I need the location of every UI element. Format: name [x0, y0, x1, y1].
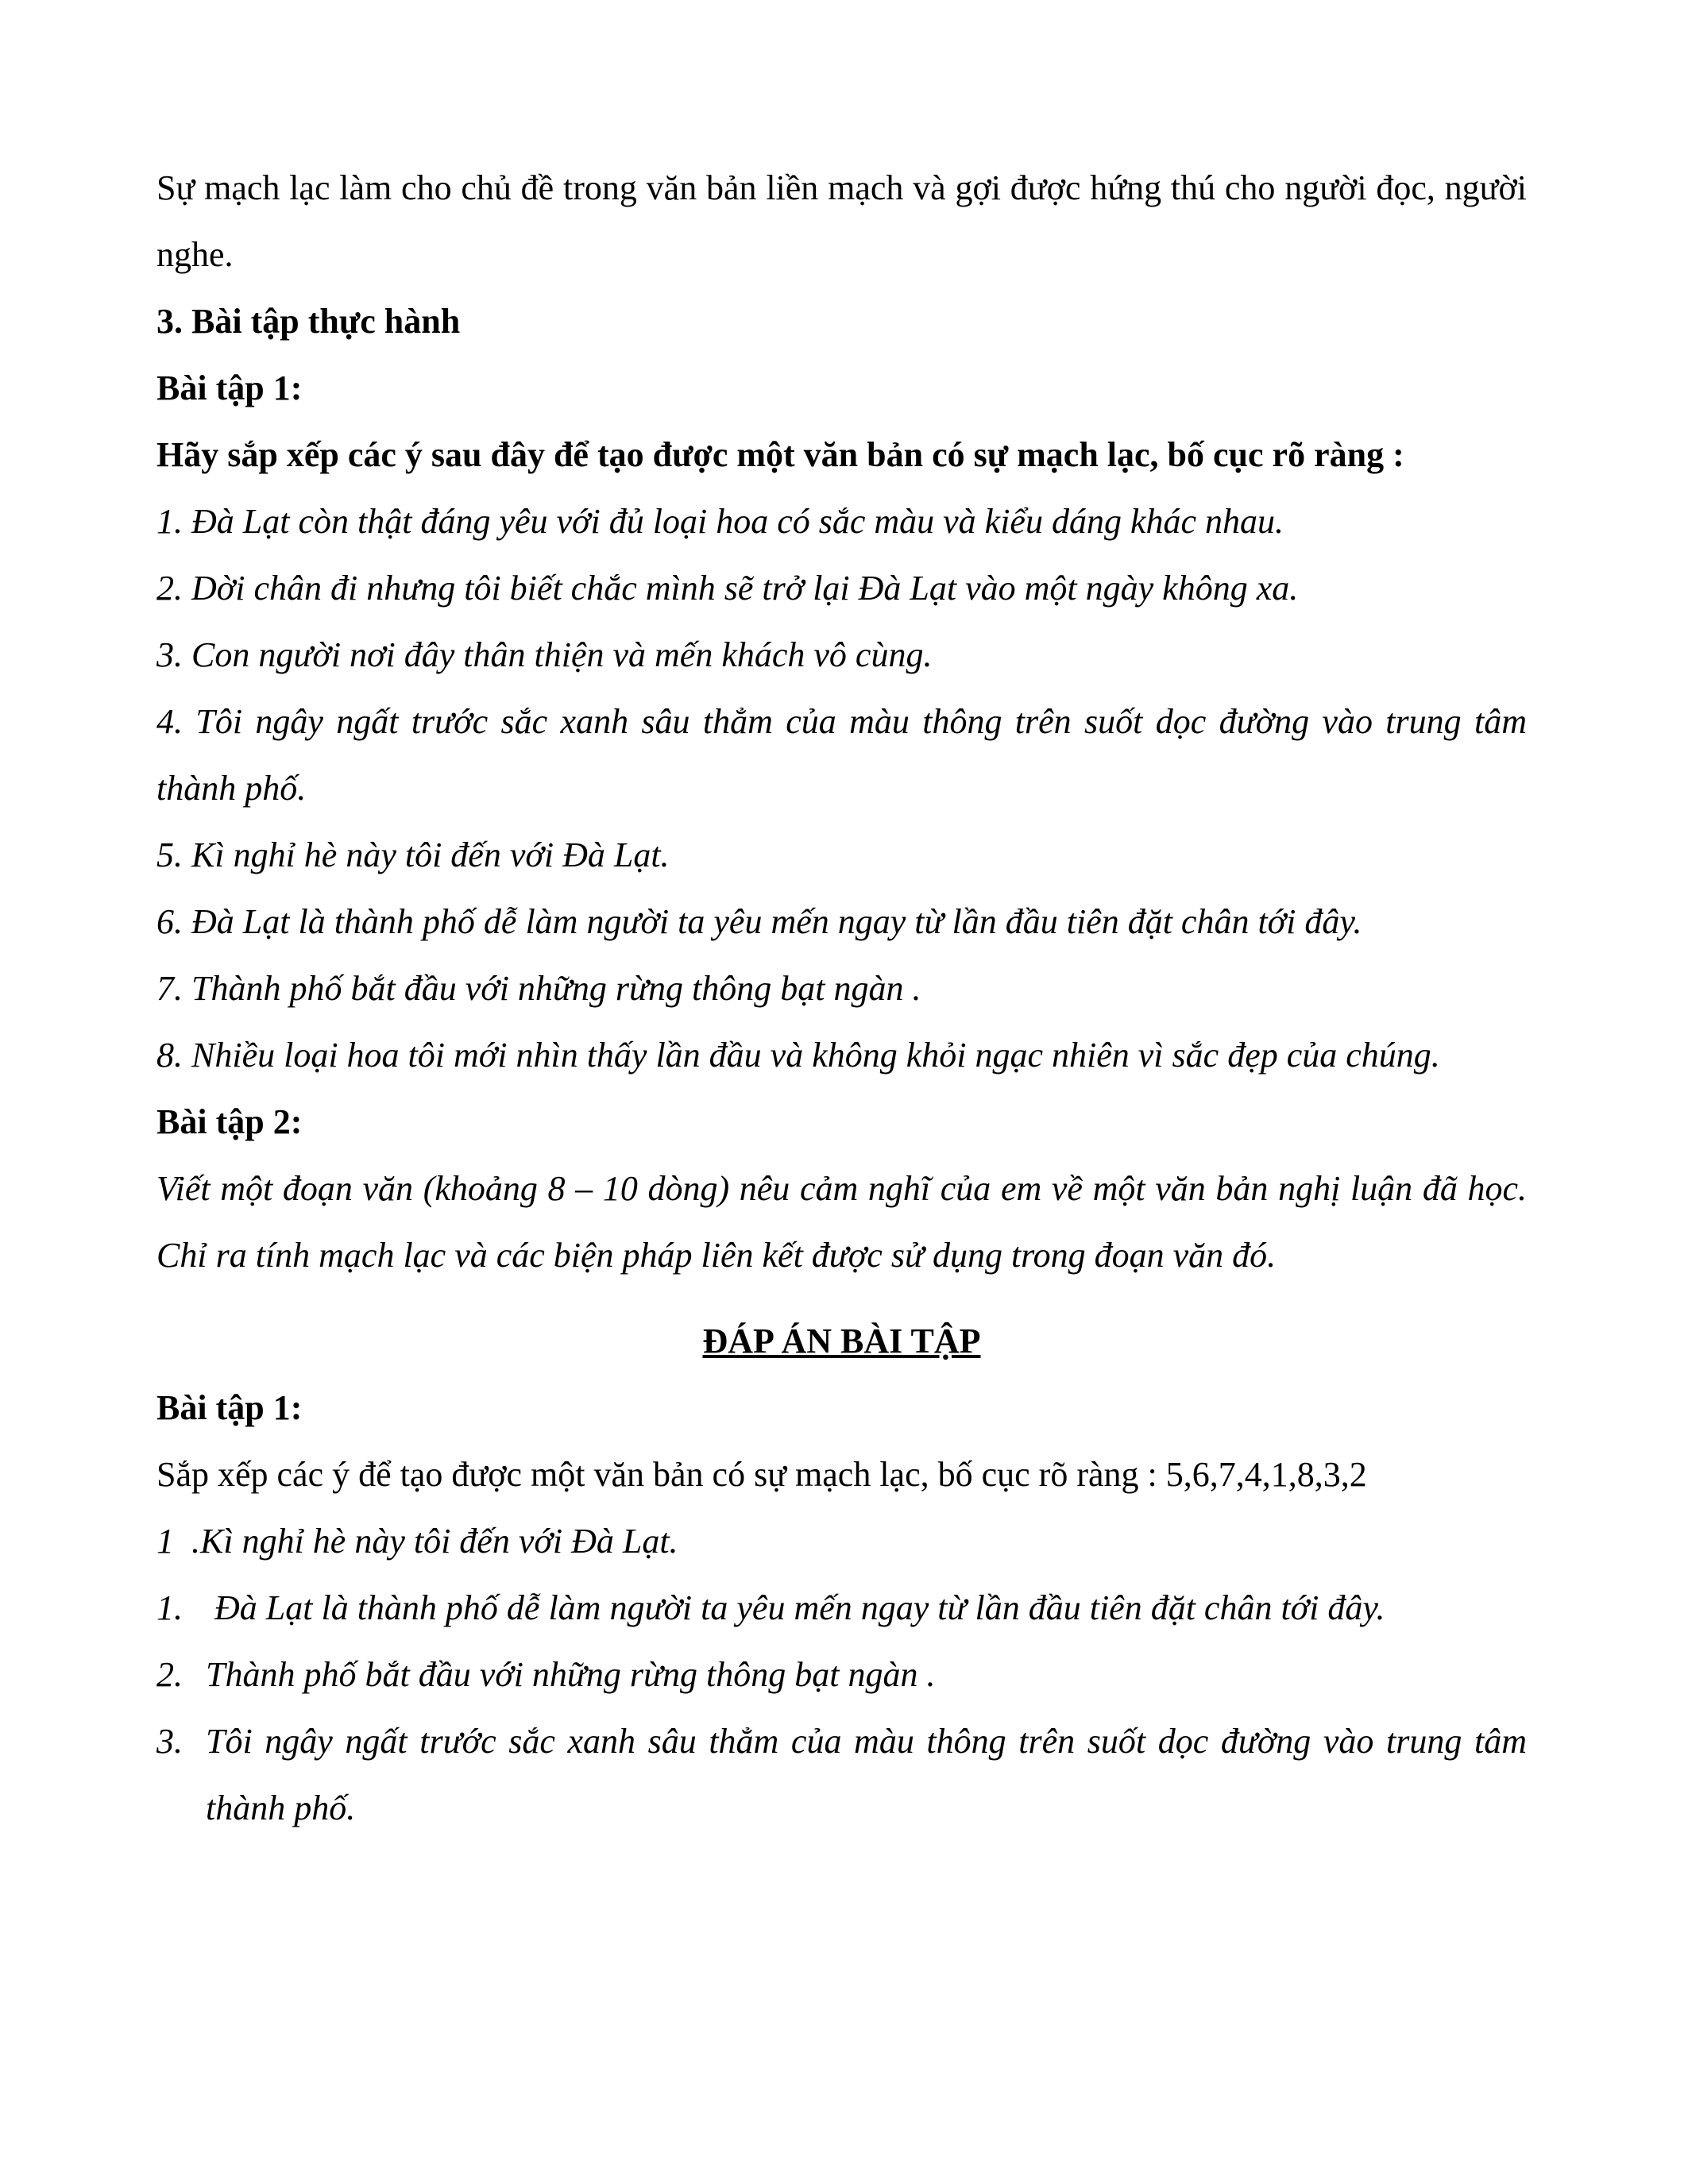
- answers-exercise-1-title: Bài tập 1:: [156, 1388, 303, 1427]
- exercise-1-prompt: Hãy sắp xếp các ý sau đây để tạo được một văn bản có sự mạch lạc, bố cục rõ ràng :: [156, 435, 1404, 474]
- exercise-1-item: 7. Thành phố bắt đầu với những rừng thông bạt ngàn .: [156, 969, 921, 1008]
- answer-list-number: 1.: [156, 1588, 183, 1627]
- answer-list-text: Đà Lạt là thành phố dễ làm người ta yêu mến ngay từ lần đầu tiên đặt chân tới đây.: [206, 1588, 1385, 1627]
- exercise-1-item: 1. Đà Lạt còn thật đáng yêu với đủ loại hoa có sắc màu và kiểu dáng khác nhau.: [156, 502, 1284, 541]
- exercise-1-item: 8. Nhiều loại hoa tôi mới nhìn thấy lần đầu và không khỏi ngạc nhiên vì sắc đẹp của chúng.: [156, 1036, 1440, 1075]
- intro-paragraph: Sự mạch lạc làm cho chủ đề trong văn bản liền mạch và gợi được hứng thú cho người đọc, người nghe.: [156, 168, 1527, 274]
- answer-list-text: Thành phố bắt đầu với những rừng thông bạt ngàn .: [206, 1655, 936, 1694]
- answer-list-item: [156, 1708, 1527, 1842]
- answer-list-text: Tôi ngây ngất trước sắc xanh sâu thẳm của màu thông trên suốt dọc đường vào trung tâm thành phố.: [206, 1722, 1527, 1827]
- document-page: [156, 155, 1527, 1842]
- answer-list-item: [156, 1575, 1527, 1642]
- answer-list-number: 2.: [156, 1655, 183, 1694]
- exercise-1-item: 2. Dời chân đi nhưng tôi biết chắc mình sẽ trở lại Đà Lạt vào một ngày không xa.: [156, 569, 1299, 608]
- exercise-1-item: 6. Đà Lạt là thành phố dễ làm người ta yêu mến ngay từ lần đầu tiên đặt chân tới đây.: [156, 902, 1362, 941]
- exercise-1-item: 5. Kì nghỉ hè này tôi đến với Đà Lạt.: [156, 835, 670, 874]
- exercise-1-item: 3. Con người nơi đây thân thiện và mến khách vô cùng.: [156, 635, 933, 674]
- answers-first-line: 1 .Kì nghỉ hè này tôi đến với Đà Lạt.: [156, 1522, 678, 1561]
- exercise-1-title: Bài tập 1:: [156, 369, 303, 407]
- exercise-1-item: 4. Tôi ngây ngất trước sắc xanh sâu thẳm của màu thông trên suốt dọc đường vào trung tâm thành phố.: [156, 702, 1527, 808]
- exercise-2-title: Bài tập 2:: [156, 1102, 303, 1141]
- answer-list-number: 3.: [156, 1722, 183, 1761]
- section-title: 3. Bài tập thực hành: [156, 302, 461, 341]
- answers-summary: Sắp xếp các ý để tạo được một văn bản có sự mạch lạc, bố cục rõ ràng : 5,6,7,4,1,8,3,2: [156, 1455, 1367, 1494]
- exercise-2-prompt: Viết một đoạn văn (khoảng 8 – 10 dòng) nêu cảm nghĩ của em về một văn bản nghị luận đã học. Chỉ ra tính mạch lạc và các biện pháp liên kết được sử dụng trong đoạn văn đó.: [156, 1169, 1527, 1275]
- answer-list-item: [156, 1642, 1527, 1708]
- answers-heading: ĐÁP ÁN BÀI TẬP: [702, 1322, 981, 1360]
